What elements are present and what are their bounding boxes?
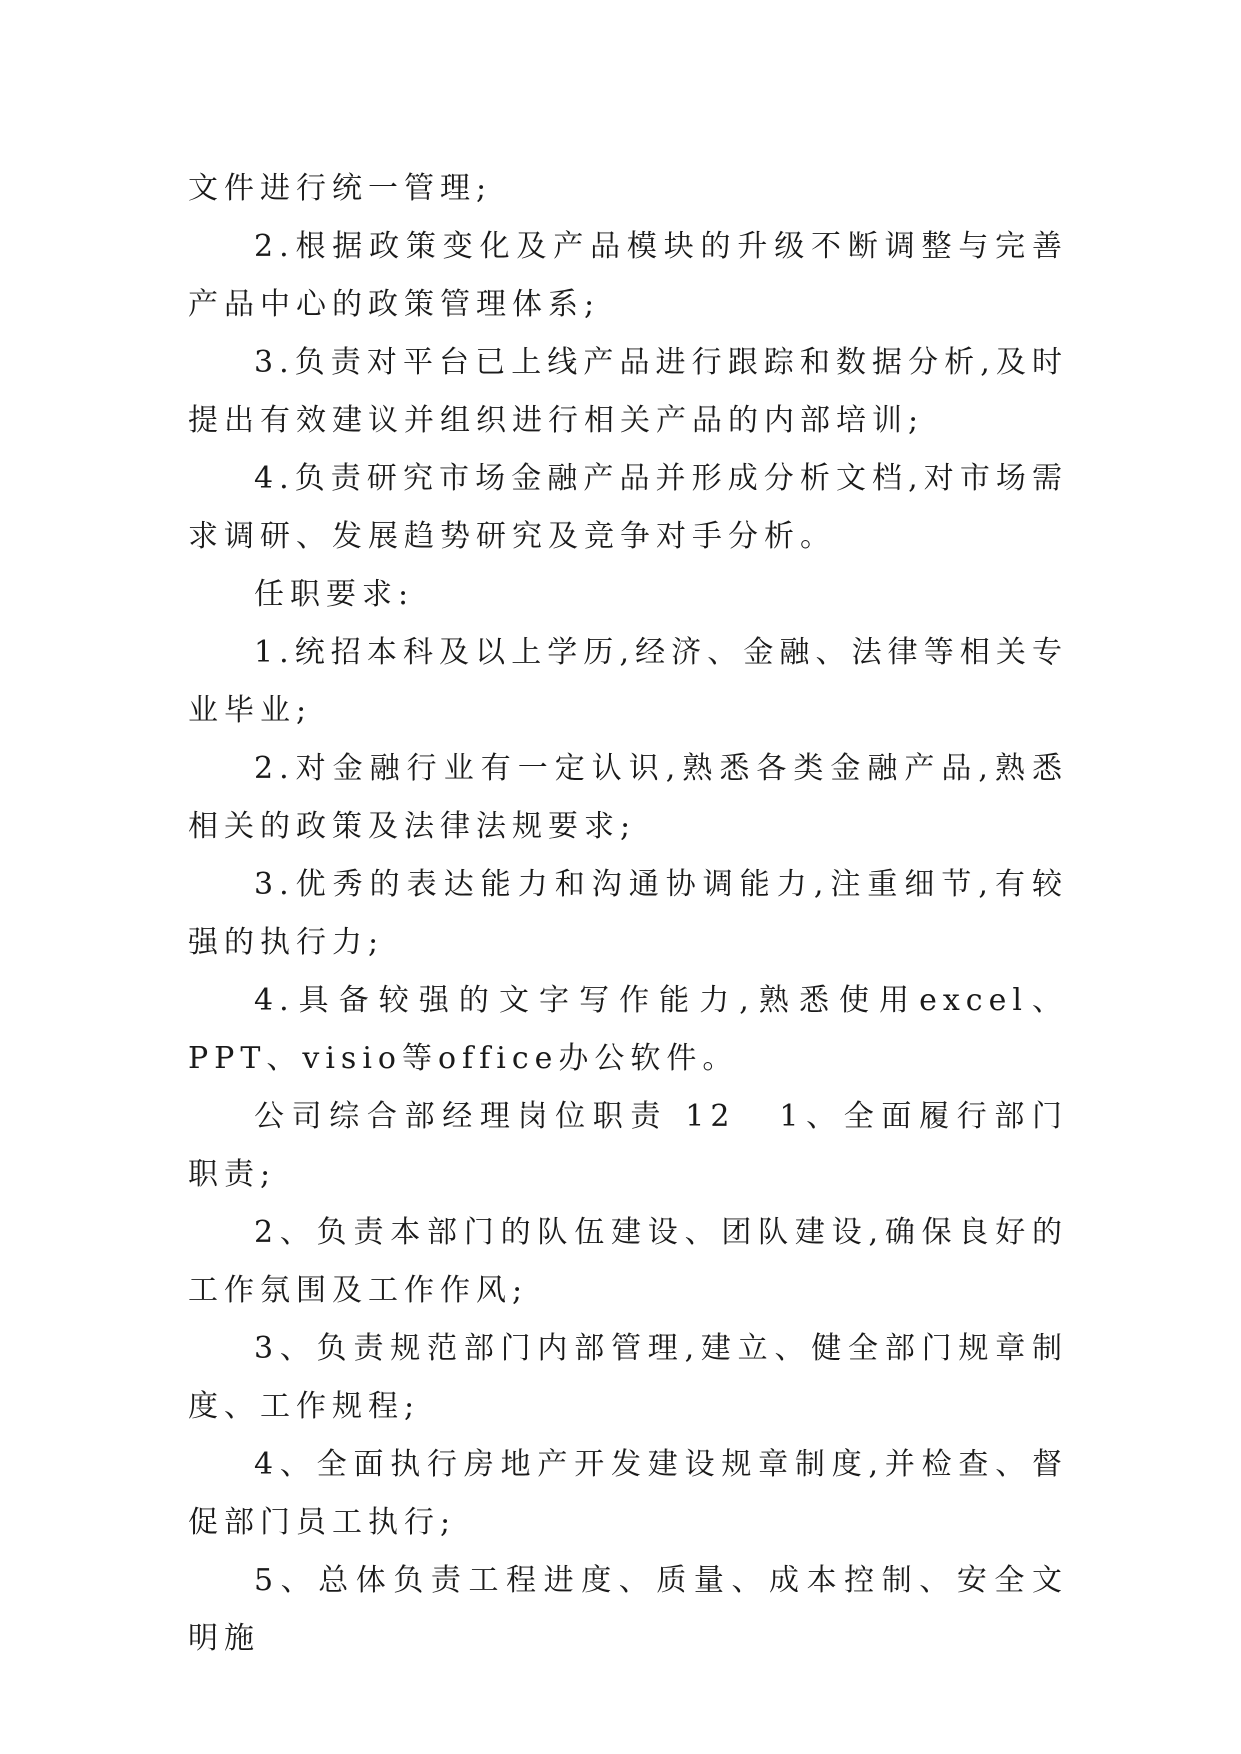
duty-item-1: 1、全面履行部门职责; xyxy=(188,1099,1068,1192)
paragraph-1: 文件进行统一管理; xyxy=(188,171,493,206)
section-heading-requirements: 任职要求: xyxy=(254,577,415,612)
paragraph-14: 5、总体负责工程进度、质量、成本控制、安全文明施 xyxy=(188,1563,1068,1656)
section-title: 公司综合部经理岗位职责 12 xyxy=(254,1099,736,1134)
paragraph-8: 3.优秀的表达能力和沟通协调能力,注重细节,有较强的执行力; xyxy=(188,867,1068,960)
paragraph-13: 4、全面执行房地产开发建设规章制度,并检查、督促部门员工执行; xyxy=(188,1447,1068,1540)
paragraph-2: 2.根据政策变化及产品模块的升级不断调整与完善产品中心的政策管理体系; xyxy=(188,229,1068,322)
paragraph-7: 2.对金融行业有一定认识,熟悉各类金融产品,熟悉相关的政策及法律法规要求; xyxy=(188,751,1068,844)
section-heading-manager-duties xyxy=(188,1088,1068,1204)
paragraph-11: 2、负责本部门的队伍建设、团队建设,确保良好的工作氛围及工作作风; xyxy=(188,1215,1068,1308)
paragraph-12: 3、负责规范部门内部管理,建立、健全部门规章制度、工作规程; xyxy=(188,1331,1068,1424)
paragraph-4: 4.负责研究市场金融产品并形成分析文档,对市场需求调研、发展趋势研究及竞争对手分析。 xyxy=(188,461,1068,554)
paragraph-6: 1.统招本科及以上学历,经济、金融、法律等相关专业毕业; xyxy=(188,635,1068,728)
paragraph-9: 4.具备较强的文字写作能力,熟悉使用excel、PPT、visio等office办公软件。 xyxy=(188,983,1068,1076)
document-body xyxy=(188,160,1068,1668)
paragraph-3: 3.负责对平台已上线产品进行跟踪和数据分析,及时提出有效建议并组织进行相关产品的内部培训; xyxy=(188,345,1068,438)
